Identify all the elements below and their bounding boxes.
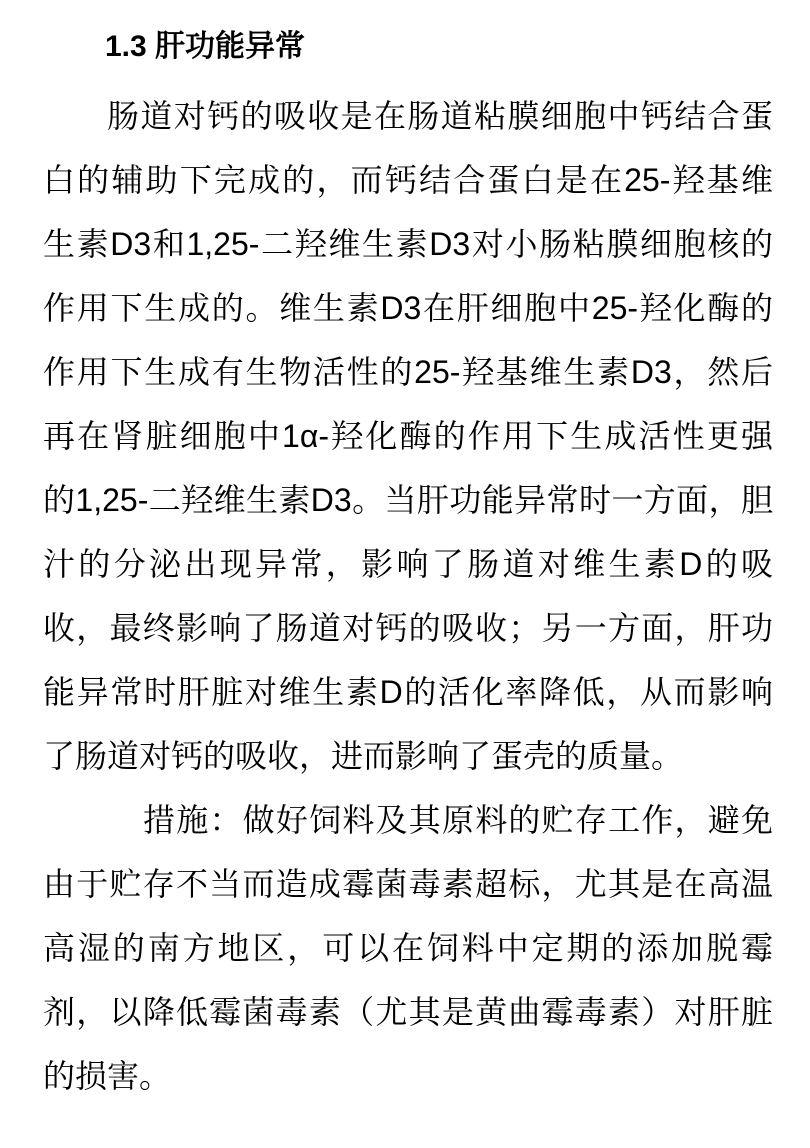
text-line: 作用下生成有生物活性的25-羟基维生素D3，然后 — [43, 354, 773, 390]
text-line: 作用下生成的。维生素D3在肝细胞中25-羟化酶的 — [43, 290, 773, 326]
body-text — [43, 84, 773, 1108]
text-line: 肠道对钙的吸收是在肠道粘膜细胞中钙结合蛋 — [107, 98, 773, 134]
section-heading: 1.3 肝功能异常 — [105, 30, 306, 63]
text-line: 由于贮存不当而造成霉菌毒素超标，尤其是在高温 — [43, 866, 773, 902]
text-line: 措施：做好饲料及其原料的贮存工作，避免 — [143, 802, 773, 838]
paragraph — [43, 788, 773, 1108]
document-page — [0, 30, 810, 1148]
text-line: 能异常时肝脏对维生素D的活化率降低，从而影响 — [43, 674, 773, 710]
paragraph — [43, 84, 773, 788]
text-line: 生素D3和1,25-二羟维生素D3对小肠粘膜细胞核的 — [43, 226, 773, 262]
text-line: 的1,25-二羟维生素D3。当肝功能异常时一方面，胆 — [43, 482, 773, 518]
text-line: 收，最终影响了肠道对钙的吸收；另一方面，肝功 — [43, 610, 773, 646]
text-line: 剂，以降低霉菌毒素（尤其是黄曲霉毒素）对肝脏 — [43, 994, 773, 1030]
text-line: 汁的分泌出现异常，影响了肠道对维生素D的吸 — [43, 546, 773, 582]
text-line: 白的辅助下完成的，而钙结合蛋白是在25-羟基维 — [43, 162, 773, 198]
text-line: 的损害。 — [43, 1058, 172, 1094]
text-line: 高湿的南方地区，可以在饲料中定期的添加脱霉 — [43, 930, 773, 966]
text-line: 再在肾脏细胞中1α-羟化酶的作用下生成活性更强 — [43, 418, 773, 454]
text-line: 了肠道对钙的吸收，进而影响了蛋壳的质量。 — [43, 738, 684, 774]
